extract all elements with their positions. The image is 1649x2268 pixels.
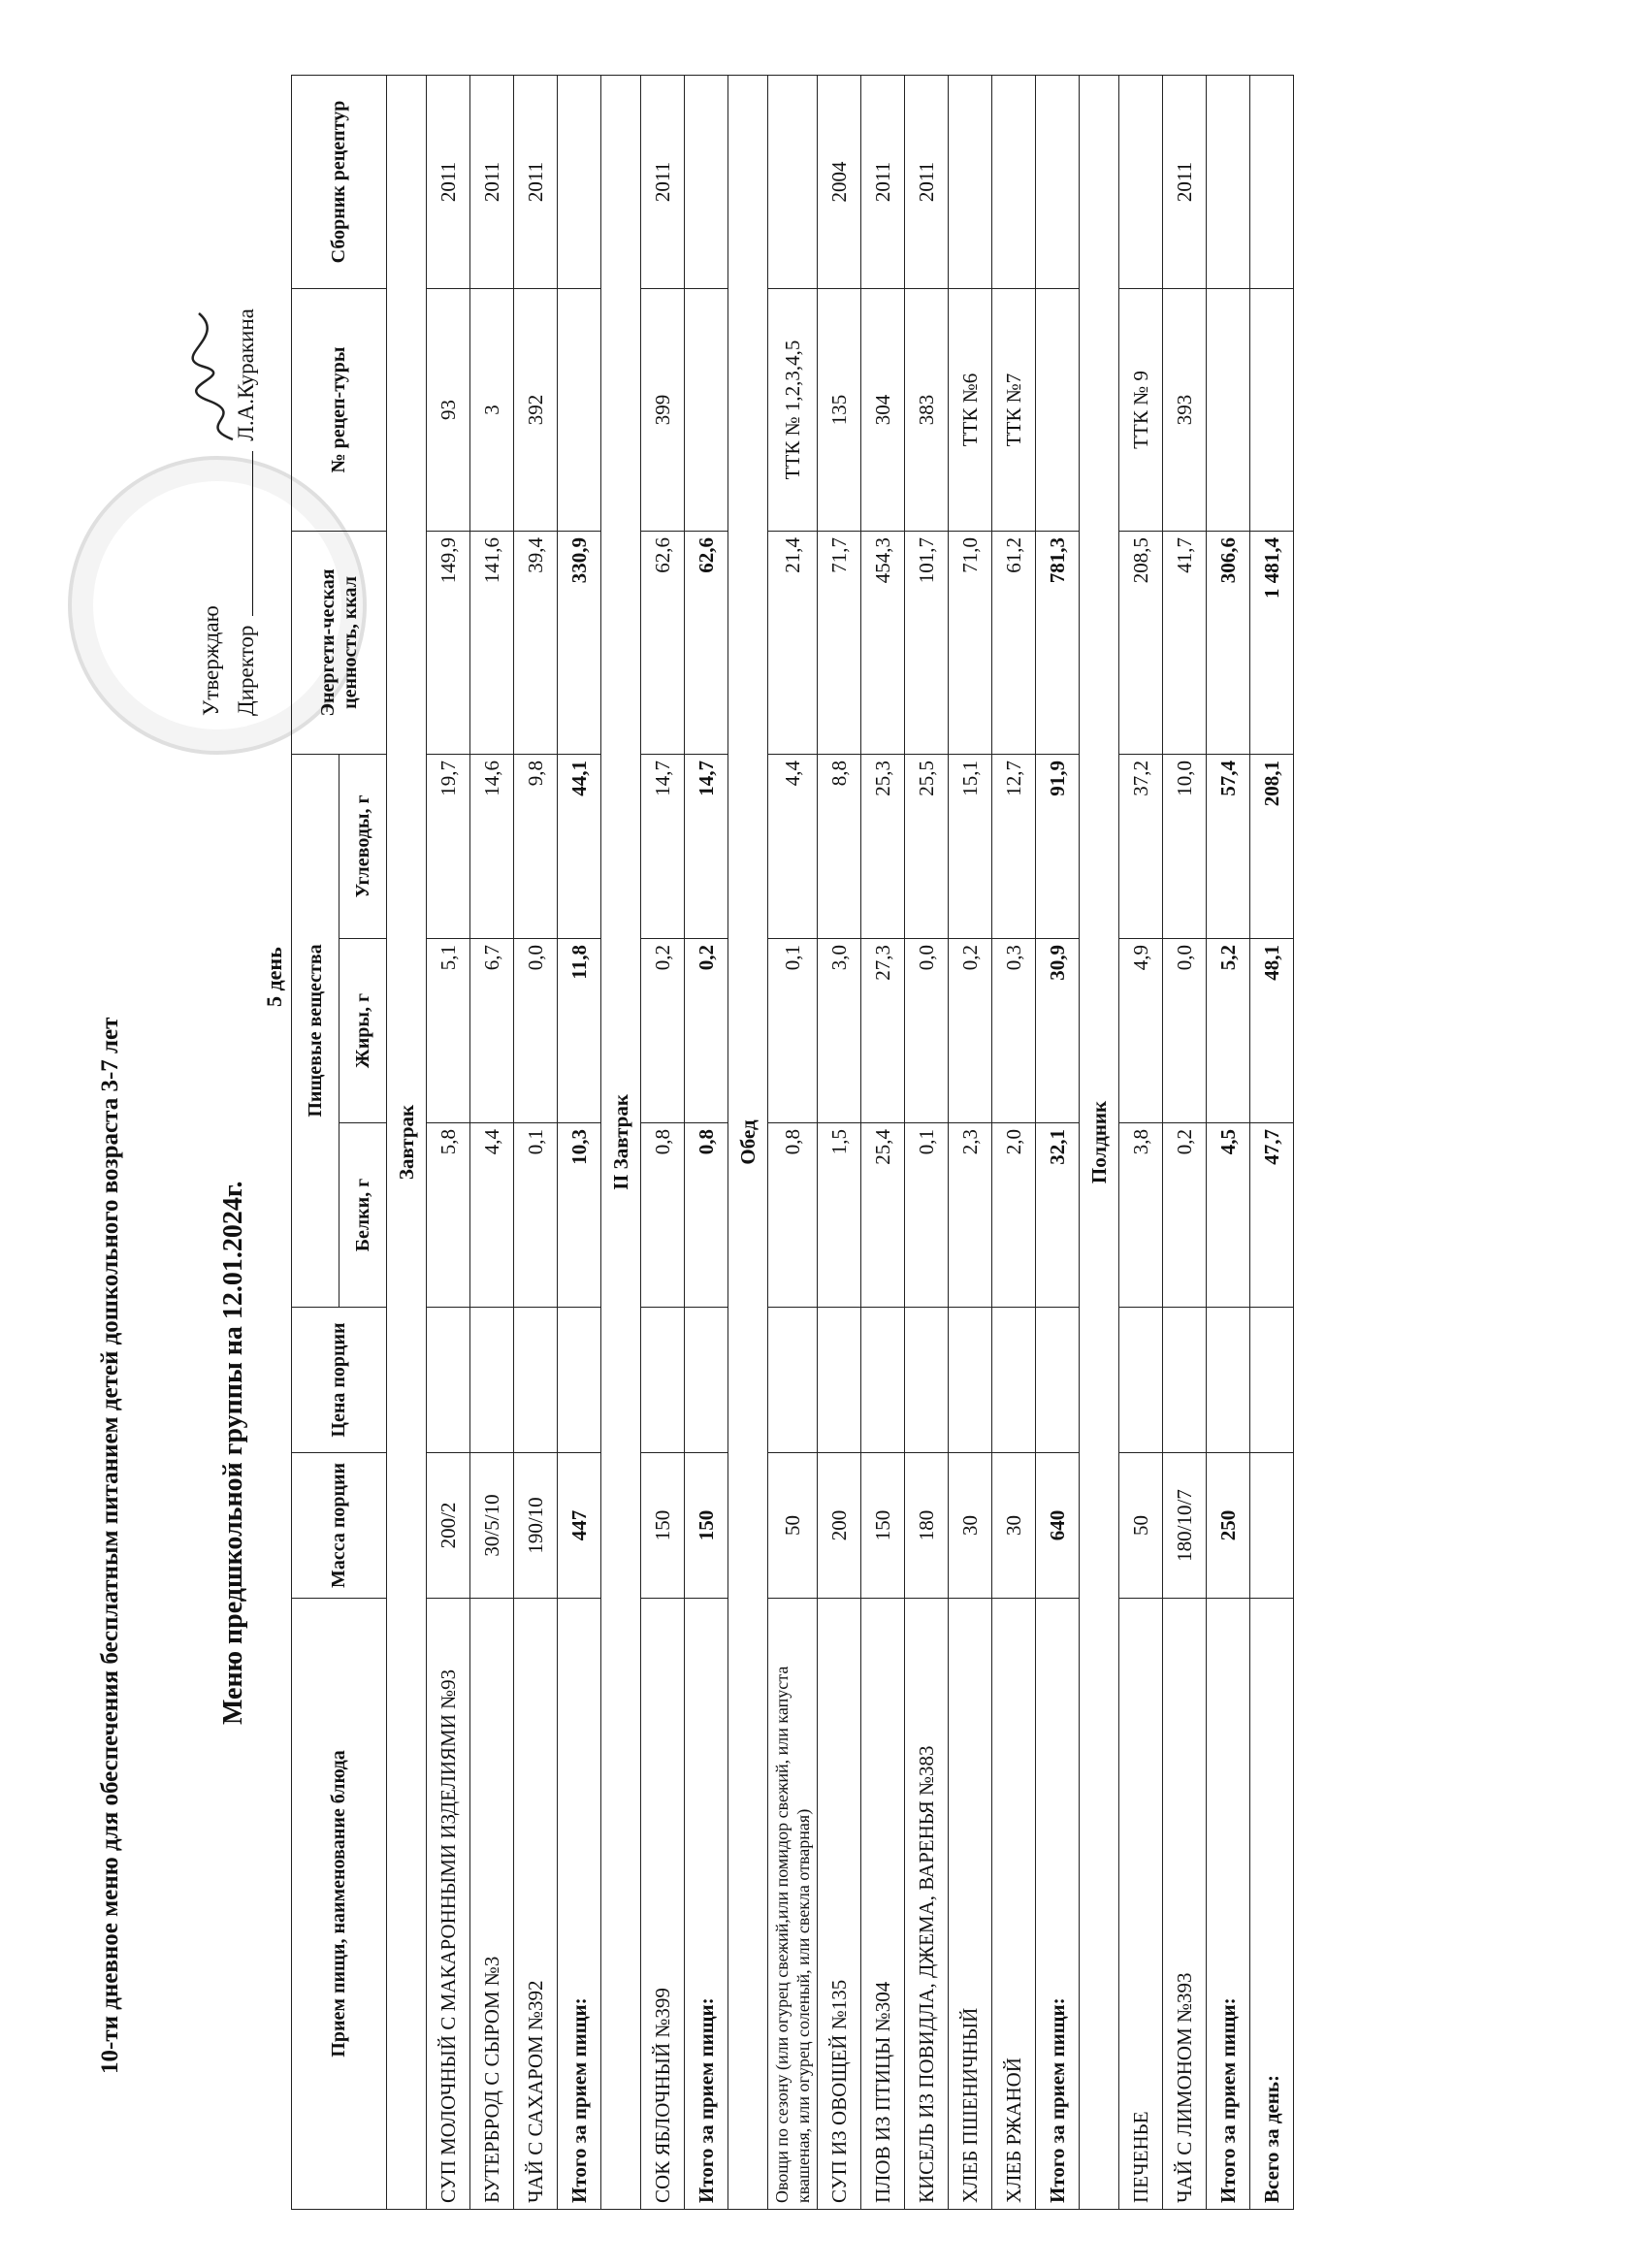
cell-fats: 0,2 xyxy=(949,939,992,1123)
cell-proteins: 2,0 xyxy=(992,1123,1036,1308)
cell-proteins: 47,7 xyxy=(1250,1123,1294,1308)
approve-label: Утверждаю xyxy=(199,605,223,716)
cell-fats: 3,0 xyxy=(818,939,861,1123)
cell-energy: 208,5 xyxy=(1119,531,1163,754)
cell-energy: 781,3 xyxy=(1036,531,1080,754)
cell-proteins: 25,4 xyxy=(861,1123,905,1308)
cell-name: ЧАЙ С ЛИМОНОМ №393 xyxy=(1163,1599,1207,2210)
cell-energy: 39,4 xyxy=(514,531,558,754)
cell-recipe: ТТК №6 xyxy=(949,288,992,531)
cell-energy: 71,7 xyxy=(818,531,861,754)
cell-collection xyxy=(1250,75,1294,288)
cell-proteins: 4,4 xyxy=(470,1123,514,1308)
cell-carbs: 10,0 xyxy=(1163,754,1207,938)
cell-energy: 149,9 xyxy=(427,531,470,754)
table-row-day-total xyxy=(1250,75,1294,2209)
section-snack: Полдник xyxy=(1080,75,1119,2209)
cell-name: СУП ИЗ ОВОЩЕЙ №135 xyxy=(818,1599,861,2210)
cell-energy: 101,7 xyxy=(905,531,949,754)
cell-mass: 150 xyxy=(641,1453,685,1599)
cell-name: СОК ЯБЛОЧНЫЙ №399 xyxy=(641,1599,685,2210)
cell-proteins: 0,2 xyxy=(1163,1123,1207,1308)
cell-fats: 0,2 xyxy=(641,939,685,1123)
cell-proteins: 3,8 xyxy=(1119,1123,1163,1308)
section-breakfast2: II Завтрак xyxy=(601,75,641,2209)
cell-recipe: ТТК №7 xyxy=(992,288,1036,531)
section-row xyxy=(387,75,427,2209)
cell-price xyxy=(641,1308,685,1453)
col-header-energy: Энергети-ческая ценность, ккал xyxy=(292,531,387,754)
cell-recipe xyxy=(1036,288,1080,531)
cell-energy: 41,7 xyxy=(1163,531,1207,754)
cell-mass: 250 xyxy=(1207,1453,1250,1599)
section-row xyxy=(1080,75,1119,2209)
cell-collection xyxy=(558,75,601,288)
cell-collection: 2004 xyxy=(818,75,861,288)
cell-fats: 0,2 xyxy=(685,939,728,1123)
cell-fats: 6,7 xyxy=(470,939,514,1123)
cell-carbs: 14,7 xyxy=(641,754,685,938)
cell-name: ПЕЧЕНЬЕ xyxy=(1119,1599,1163,2210)
col-header-proteins: Белки, г xyxy=(340,1123,387,1308)
cell-mass: 50 xyxy=(768,1453,818,1599)
cell-energy: 71,0 xyxy=(949,531,992,754)
cell-proteins: 10,3 xyxy=(558,1123,601,1308)
cell-carbs: 57,4 xyxy=(1207,754,1250,938)
table-row-total xyxy=(685,75,728,2209)
cell-collection: 2011 xyxy=(514,75,558,288)
table-row xyxy=(949,75,992,2209)
cell-fats: 27,3 xyxy=(861,939,905,1123)
table-row xyxy=(905,75,949,2209)
cell-price xyxy=(1036,1308,1080,1453)
cell-name: Всего за день: xyxy=(1250,1599,1294,2210)
cell-price xyxy=(949,1308,992,1453)
cell-name: ЧАЙ С САХАРОМ №392 xyxy=(514,1599,558,2210)
cell-price xyxy=(905,1308,949,1453)
cell-recipe: ТТК № 1,2,3,4,5 xyxy=(768,288,818,531)
cell-collection: 2011 xyxy=(861,75,905,288)
cell-proteins: 2,3 xyxy=(949,1123,992,1308)
cell-mass xyxy=(1250,1453,1294,1599)
cell-name: ПЛОВ ИЗ ПТИЦЫ №304 xyxy=(861,1599,905,2210)
table-row-total xyxy=(558,75,601,2209)
cell-collection: 2011 xyxy=(1163,75,1207,288)
cell-collection xyxy=(992,75,1036,288)
table-row xyxy=(992,75,1036,2209)
cell-name: Итого за прием пищи: xyxy=(685,1599,728,2210)
table-row xyxy=(641,75,685,2209)
cell-fats: 5,2 xyxy=(1207,939,1250,1123)
cell-collection: 2011 xyxy=(905,75,949,288)
cell-proteins: 0,8 xyxy=(641,1123,685,1308)
col-header-fats: Жиры, г xyxy=(340,939,387,1123)
handwritten-signature xyxy=(189,308,247,444)
cell-recipe: 383 xyxy=(905,288,949,531)
cell-price xyxy=(514,1308,558,1453)
cell-recipe: 135 xyxy=(818,288,861,531)
cell-carbs: 15,1 xyxy=(949,754,992,938)
cell-mass: 150 xyxy=(685,1453,728,1599)
cell-mass: 640 xyxy=(1036,1453,1080,1599)
cell-carbs: 19,7 xyxy=(427,754,470,938)
cell-price xyxy=(818,1308,861,1453)
cell-proteins: 5,8 xyxy=(427,1123,470,1308)
section-row xyxy=(601,75,641,2209)
cell-energy: 62,6 xyxy=(641,531,685,754)
cell-price xyxy=(992,1308,1036,1453)
col-header-mass: Масса порции xyxy=(292,1453,387,1599)
cell-collection: 2011 xyxy=(641,75,685,288)
director-name: Л.А.Куракина xyxy=(234,308,258,441)
cell-recipe: 393 xyxy=(1163,288,1207,531)
cell-recipe: 3 xyxy=(470,288,514,531)
cell-fats: 4,9 xyxy=(1119,939,1163,1123)
table-row xyxy=(427,75,470,2209)
cell-name: КИСЕЛЬ ИЗ ПОВИДЛА, ДЖЕМА, ВАРЕНЬЯ №383 xyxy=(905,1599,949,2210)
table-row xyxy=(768,75,818,2209)
cell-proteins: 0,8 xyxy=(768,1123,818,1308)
table-row xyxy=(470,75,514,2209)
menu-title: Меню предшкольной группы на 12.01.2024г. xyxy=(218,1181,248,1725)
document-title: 10-ти дневное меню для обеспечения бесплатным питанием детей дошкольного возраста 3-7 лет xyxy=(97,1017,123,2074)
section-breakfast: Завтрак xyxy=(387,75,427,2209)
cell-name: Итого за прием пищи: xyxy=(558,1599,601,2210)
cell-energy: 21,4 xyxy=(768,531,818,754)
table-row xyxy=(861,75,905,2209)
cell-collection xyxy=(1207,75,1250,288)
cell-price xyxy=(1250,1308,1294,1453)
cell-proteins: 1,5 xyxy=(818,1123,861,1308)
cell-recipe: 304 xyxy=(861,288,905,531)
director-label: Директор xyxy=(234,625,258,716)
cell-carbs: 208,1 xyxy=(1250,754,1294,938)
cell-carbs: 14,7 xyxy=(685,754,728,938)
cell-fats: 0,0 xyxy=(905,939,949,1123)
cell-recipe xyxy=(1250,288,1294,531)
section-row xyxy=(728,75,768,2209)
cell-collection xyxy=(949,75,992,288)
cell-fats: 0,3 xyxy=(992,939,1036,1123)
cell-mass: 180 xyxy=(905,1453,949,1599)
col-header-collection: Сборник рецептур xyxy=(292,75,387,288)
cell-proteins: 32,1 xyxy=(1036,1123,1080,1308)
cell-carbs: 4,4 xyxy=(768,754,818,938)
cell-energy: 1 481,4 xyxy=(1250,531,1294,754)
cell-proteins: 4,5 xyxy=(1207,1123,1250,1308)
cell-carbs: 8,8 xyxy=(818,754,861,938)
cell-recipe xyxy=(685,288,728,531)
col-header-nutrients: Пищевые вещества xyxy=(292,754,340,1307)
cell-energy: 61,2 xyxy=(992,531,1036,754)
cell-name: ХЛЕБ ПШЕНИЧНЫЙ xyxy=(949,1599,992,2210)
cell-recipe: 399 xyxy=(641,288,685,531)
day-label: 5 день xyxy=(262,947,286,1007)
cell-price xyxy=(1163,1308,1207,1453)
table-row xyxy=(1119,75,1163,2209)
cell-fats: 30,9 xyxy=(1036,939,1080,1123)
cell-mass: 180/10/7 xyxy=(1163,1453,1207,1599)
cell-mass: 30 xyxy=(949,1453,992,1599)
cell-carbs: 9,8 xyxy=(514,754,558,938)
cell-fats: 48,1 xyxy=(1250,939,1294,1123)
cell-mass: 50 xyxy=(1119,1453,1163,1599)
cell-recipe xyxy=(558,288,601,531)
cell-price xyxy=(427,1308,470,1453)
cell-carbs: 91,9 xyxy=(1036,754,1080,938)
cell-price xyxy=(768,1308,818,1453)
table-row xyxy=(514,75,558,2209)
cell-mass: 190/10 xyxy=(514,1453,558,1599)
cell-collection: 2011 xyxy=(470,75,514,288)
cell-mass: 150 xyxy=(861,1453,905,1599)
cell-energy: 330,9 xyxy=(558,531,601,754)
cell-collection xyxy=(1036,75,1080,288)
cell-recipe xyxy=(1207,288,1250,531)
cell-mass: 30 xyxy=(992,1453,1036,1599)
col-header-name: Прием пищи, наименование блюда xyxy=(292,1599,387,2210)
cell-carbs: 37,2 xyxy=(1119,754,1163,938)
cell-name: Овощи по сезону (или огурец свежий,или помидор свежий, или капуста квашеная, или огурец соленый, или свекла отварная) xyxy=(768,1599,818,2210)
menu-table xyxy=(291,75,1294,2210)
cell-energy: 62,6 xyxy=(685,531,728,754)
cell-collection xyxy=(685,75,728,288)
cell-proteins: 0,8 xyxy=(685,1123,728,1308)
cell-mass: 447 xyxy=(558,1453,601,1599)
col-header-price: Цена порции xyxy=(292,1308,387,1453)
col-header-carbs: Углеводы, г xyxy=(340,754,387,938)
cell-name: ХЛЕБ РЖАНОЙ xyxy=(992,1599,1036,2210)
col-header-recipe: № рецеп-туры xyxy=(292,288,387,531)
cell-fats: 11,8 xyxy=(558,939,601,1123)
signature-line xyxy=(252,451,253,616)
cell-collection xyxy=(1119,75,1163,288)
cell-recipe: ТТК № 9 xyxy=(1119,288,1163,531)
cell-name: БУТЕРБРОД С СЫРОМ №3 xyxy=(470,1599,514,2210)
cell-price xyxy=(861,1308,905,1453)
cell-price xyxy=(1119,1308,1163,1453)
table-row xyxy=(1163,75,1207,2209)
table-row-total xyxy=(1036,75,1080,2209)
cell-price xyxy=(470,1308,514,1453)
cell-carbs: 14,6 xyxy=(470,754,514,938)
cell-name: Итого за прием пищи: xyxy=(1036,1599,1080,2210)
cell-mass: 200/2 xyxy=(427,1453,470,1599)
cell-fats: 0,0 xyxy=(1163,939,1207,1123)
cell-name: СУП МОЛОЧНЫЙ С МАКАРОННЫМИ ИЗДЕЛИЯМИ №93 xyxy=(427,1599,470,2210)
cell-price xyxy=(1207,1308,1250,1453)
cell-price xyxy=(558,1308,601,1453)
cell-energy: 141,6 xyxy=(470,531,514,754)
cell-recipe: 93 xyxy=(427,288,470,531)
cell-mass: 30/5/10 xyxy=(470,1453,514,1599)
cell-carbs: 25,5 xyxy=(905,754,949,938)
cell-price xyxy=(685,1308,728,1453)
cell-collection xyxy=(768,75,818,288)
cell-energy: 306,6 xyxy=(1207,531,1250,754)
cell-fats: 5,1 xyxy=(427,939,470,1123)
cell-energy: 454,3 xyxy=(861,531,905,754)
section-lunch: Обед xyxy=(728,75,768,2209)
cell-fats: 0,0 xyxy=(514,939,558,1123)
cell-collection: 2011 xyxy=(427,75,470,288)
cell-carbs: 44,1 xyxy=(558,754,601,938)
cell-fats: 0,1 xyxy=(768,939,818,1123)
cell-carbs: 12,7 xyxy=(992,754,1036,938)
table-row xyxy=(818,75,861,2209)
cell-proteins: 0,1 xyxy=(905,1123,949,1308)
cell-recipe: 392 xyxy=(514,288,558,531)
cell-proteins: 0,1 xyxy=(514,1123,558,1308)
table-row-total xyxy=(1207,75,1250,2209)
cell-name: Итого за прием пищи: xyxy=(1207,1599,1250,2210)
cell-carbs: 25,3 xyxy=(861,754,905,938)
cell-mass: 200 xyxy=(818,1453,861,1599)
